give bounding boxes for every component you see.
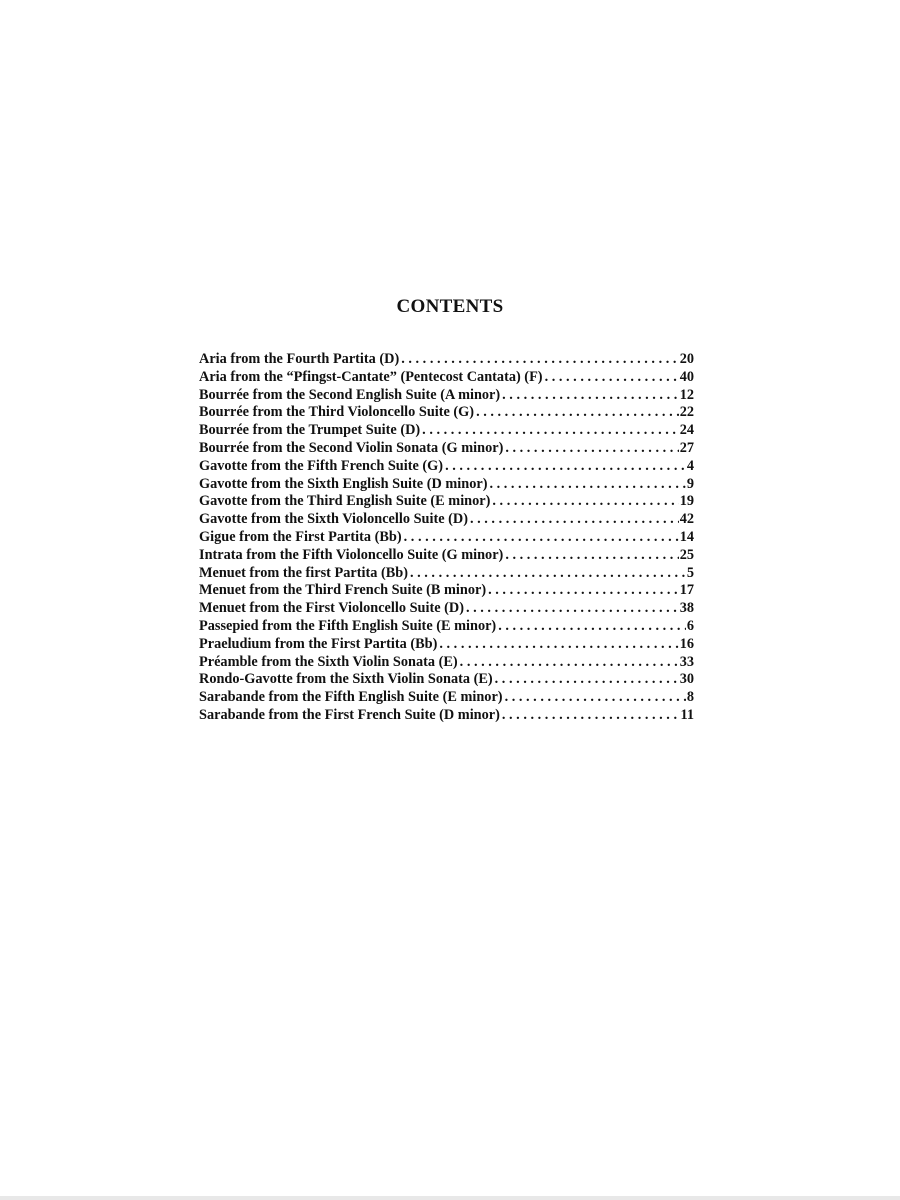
- toc-entry: [199, 689, 694, 707]
- page-title: CONTENTS: [396, 296, 504, 317]
- toc-dot-leader: [476, 404, 679, 422]
- toc-dot-leader: [466, 600, 679, 618]
- toc-dot-leader: [439, 636, 678, 654]
- toc-entry: [199, 600, 694, 618]
- toc-dot-leader: [505, 440, 678, 458]
- toc-dot-leader: [470, 511, 679, 529]
- toc-entry: [199, 618, 694, 636]
- toc-entry-page: 6: [686, 617, 694, 634]
- toc-entry-title: Menuet from the Third French Suite (B minor): [199, 582, 487, 599]
- toc-dot-leader: [502, 707, 680, 725]
- toc-entry-page: 27: [679, 439, 694, 456]
- toc-entry-title: Bourrée from the Second English Suite (A minor): [199, 386, 501, 403]
- toc-dot-leader: [445, 458, 686, 476]
- toc-entry: [199, 440, 694, 458]
- toc-entry-title: Rondo-Gavotte from the Sixth Violin Sonata (E): [199, 671, 493, 688]
- toc-entry-title: Gigue from the First Partita (Bb): [199, 528, 402, 545]
- toc-entry: [199, 582, 694, 600]
- toc-dot-leader: [422, 422, 679, 440]
- toc-entry-title: Intrata from the Fifth Violoncello Suite (G minor): [199, 546, 504, 563]
- toc-entry: [199, 404, 694, 422]
- toc-entry-page: 14: [679, 528, 694, 545]
- toc-entry-page: 5: [686, 564, 694, 581]
- toc-entry: [199, 511, 694, 529]
- toc-dot-leader: [505, 689, 686, 707]
- toc-entry-title: Préamble from the Sixth Violin Sonata (E): [199, 653, 458, 670]
- toc-entry-page: 25: [679, 546, 694, 563]
- toc-entry-page: 24: [679, 422, 694, 439]
- toc-entry-title: Aria from the “Pfingst-Cantate” (Pentecost Cantata) (F): [199, 368, 543, 385]
- toc-entry-page: 38: [679, 600, 694, 617]
- toc-dot-leader: [489, 476, 685, 494]
- toc-entry-page: 33: [679, 653, 694, 670]
- page-bottom-edge: [0, 1196, 900, 1200]
- toc-dot-leader: [492, 493, 678, 511]
- toc-entry-title: Gavotte from the Sixth English Suite (D minor): [199, 475, 488, 492]
- toc-entry-title: Bourrée from the Trumpet Suite (D): [199, 422, 421, 439]
- toc-entry-title: Bourrée from the Third Violoncello Suite (G): [199, 404, 475, 421]
- toc-entry-page: 42: [679, 511, 694, 528]
- toc-entry-title: Aria from the Fourth Partita (D): [199, 351, 400, 367]
- toc-dot-leader: [505, 547, 678, 565]
- toc-entry-page: 12: [679, 386, 694, 403]
- toc-entry: [199, 493, 694, 511]
- toc-dot-leader: [401, 351, 678, 369]
- toc-entry: [199, 422, 694, 440]
- toc-dot-leader: [495, 671, 679, 689]
- toc-entry: [199, 529, 694, 547]
- toc-entry: [199, 476, 694, 494]
- toc-dot-leader: [460, 654, 679, 672]
- toc-entry-page: 22: [679, 404, 694, 421]
- toc-dot-leader: [488, 582, 679, 600]
- toc-entry-page: 9: [686, 475, 694, 492]
- toc-entry-page: 8: [686, 689, 694, 706]
- toc-entry-title: Praeludium from the First Partita (Bb): [199, 635, 438, 652]
- toc-entry-page: 16: [679, 635, 694, 652]
- toc-entry-title: Menuet from the first Partita (Bb): [199, 564, 408, 581]
- toc-entry: [199, 636, 694, 654]
- toc-dot-leader: [498, 618, 686, 636]
- toc-entry-title: Sarabande from the First French Suite (D minor): [199, 706, 500, 723]
- toc-entry-title: Gavotte from the Fifth French Suite (G): [199, 457, 444, 474]
- toc-entry-page: 11: [680, 706, 694, 723]
- toc-entry-title: Gavotte from the Third English Suite (E minor): [199, 493, 491, 510]
- toc-entry-title: Menuet from the First Violoncello Suite (D): [199, 600, 464, 617]
- toc-entry-page: 4: [686, 457, 694, 474]
- toc-entry-page: 40: [679, 368, 694, 385]
- toc-entry: [199, 387, 694, 405]
- toc-entry: [199, 671, 694, 689]
- toc-entry-title: Bourrée from the Second Violin Sonata (G minor): [199, 439, 504, 456]
- toc-entry: [199, 351, 694, 369]
- table-of-contents: [199, 351, 694, 725]
- toc-entry-title: Sarabande from the Fifth English Suite (E minor): [199, 689, 503, 706]
- toc-entry: [199, 458, 694, 476]
- toc-entry-page: 19: [679, 493, 694, 510]
- toc-entry: [199, 654, 694, 672]
- toc-entry-page: 20: [679, 351, 694, 367]
- toc-entry: [199, 707, 694, 725]
- toc-entry: [199, 369, 694, 387]
- toc-dot-leader: [410, 565, 686, 583]
- toc-entry-title: Passepied from the Fifth English Suite (E minor): [199, 617, 497, 634]
- toc-entry-page: 17: [679, 582, 694, 599]
- toc-entry-page: 30: [679, 671, 694, 688]
- toc-entry: [199, 547, 694, 565]
- toc-dot-leader: [502, 387, 679, 405]
- toc-dot-leader: [404, 529, 679, 547]
- toc-entry: [199, 565, 694, 583]
- toc-entry-title: Gavotte from the Sixth Violoncello Suite (D): [199, 511, 468, 528]
- toc-dot-leader: [545, 369, 679, 387]
